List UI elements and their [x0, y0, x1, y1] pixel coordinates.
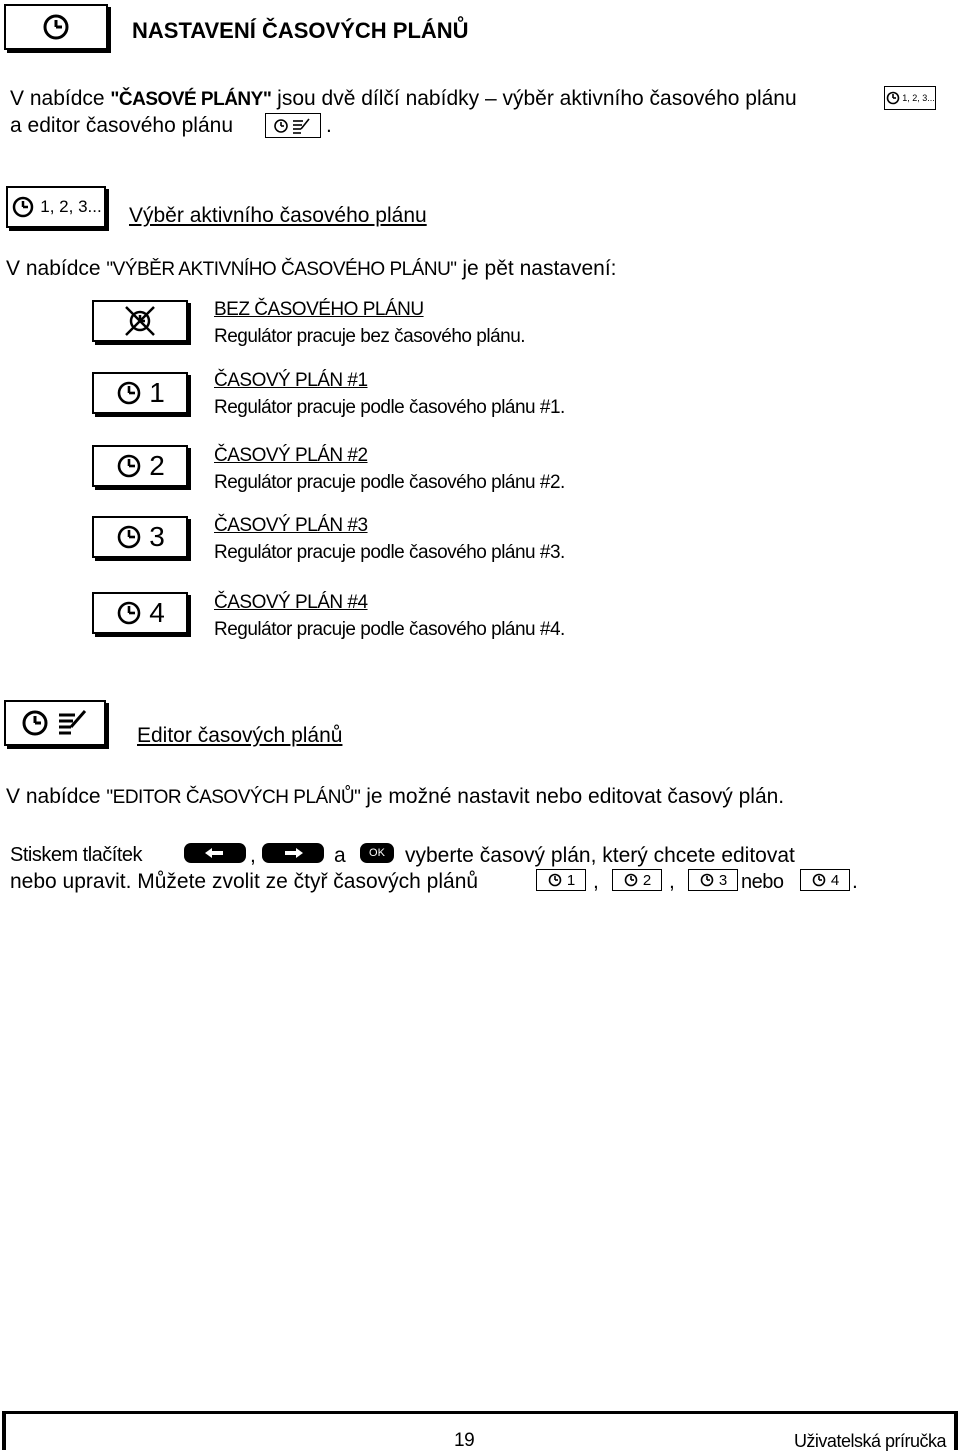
- clock-edit-icon: [271, 117, 315, 135]
- plan-1-small-icon: [536, 869, 586, 891]
- header-clock-icon-box: [4, 4, 108, 50]
- footer-left-edge: [2, 1414, 6, 1450]
- intro-text-2: jsou dvě dílčí nabídky – výběr aktivního časového plánu: [271, 87, 797, 110]
- footer-doc-title: Uživatelská príručka: [793, 1431, 946, 1451]
- page-number: 19: [454, 1430, 475, 1451]
- option-desc: Regulátor pracuje podle časového plánu #4.: [214, 619, 565, 640]
- right-arrow-button: [262, 843, 324, 863]
- section-editor-heading: Editor časových plánů: [137, 724, 343, 747]
- clock-icon: [38, 12, 74, 42]
- no-schedule-icon: [120, 304, 160, 338]
- section-editor-intro: [6, 785, 784, 809]
- clock-icon: [115, 599, 143, 627]
- sentence-end: .: [852, 870, 858, 893]
- section-select-intro: [6, 257, 617, 281]
- editor-icon-box: [4, 700, 106, 746]
- select-plan-icon-box: [6, 186, 106, 228]
- footer-right-edge: [954, 1414, 958, 1450]
- clock-icon: [885, 90, 901, 106]
- clock-icon: [115, 379, 143, 407]
- editor-p2-comma: ,: [250, 844, 256, 867]
- intro-line-1: [10, 87, 797, 111]
- option-title: ČASOVÝ PLÁN #2: [214, 445, 368, 466]
- plan-number: 2: [149, 450, 165, 481]
- plan-3-small-icon: [688, 869, 738, 891]
- plan-number: 3: [149, 521, 165, 552]
- intro-menu-name: "EDITOR ČASOVÝCH PLÁNŮ": [106, 787, 361, 808]
- intro-menu-name: "ČASOVÉ PLÁNY": [110, 89, 272, 110]
- clock-icon: [811, 872, 827, 888]
- comma: ,: [669, 870, 675, 893]
- option-icon-plan-3: [92, 516, 188, 558]
- plan-number: 4: [149, 597, 165, 628]
- intro-line-2: a editor časového plánu: [10, 114, 233, 137]
- clock-icon: [699, 872, 715, 888]
- left-arrow-button: [184, 843, 246, 863]
- clock-icon: [10, 194, 36, 220]
- intro-text-2: je pět nastavení:: [456, 257, 617, 280]
- right-arrow-icon: [283, 848, 303, 858]
- clock-icon: [623, 872, 639, 888]
- option-icon-no-plan: [92, 300, 188, 342]
- plan-2-small-icon: [612, 869, 662, 891]
- intro-period: .: [326, 114, 332, 137]
- intro-text: V nabídce: [10, 87, 111, 110]
- editor-p2-start: Stiskem tlačítek: [10, 844, 143, 866]
- option-desc: Regulátor pracuje podle časového plánu #3.: [214, 542, 565, 563]
- intro-text: V nabídce: [6, 257, 107, 280]
- plan-number: 1: [566, 871, 576, 889]
- clock-edit-icon: [15, 707, 95, 739]
- option-desc: Regulátor pracuje bez časového plánu.: [214, 326, 526, 347]
- section-select-heading: Výběr aktivního časového plánu: [129, 204, 427, 227]
- option-title: ČASOVÝ PLÁN #1: [214, 370, 368, 391]
- plan-4-small-icon: [800, 869, 850, 891]
- comma: ,: [593, 870, 599, 893]
- option-icon-plan-1: [92, 372, 188, 414]
- plan-number: 4: [830, 871, 840, 889]
- clock-icon: [115, 452, 143, 480]
- clock-icon: [547, 872, 563, 888]
- plan-number: 1: [149, 377, 165, 408]
- left-arrow-icon: [205, 848, 225, 858]
- clock-icon: [115, 523, 143, 551]
- option-title: ČASOVÝ PLÁN #3: [214, 515, 368, 536]
- page-title: NASTAVENÍ ČASOVÝCH PLÁNŮ: [132, 18, 469, 43]
- option-icon-plan-4: [92, 592, 188, 634]
- select-plan-small-icon: [884, 86, 936, 110]
- select-icon-label: 1, 2, 3...: [902, 93, 935, 103]
- ok-button-label: OK: [369, 847, 385, 859]
- plan-number: 2: [642, 871, 652, 889]
- select-plan-icon-label: 1, 2, 3...: [40, 197, 102, 216]
- editor-p2-rest: vyberte časový plán, který chcete editovat: [405, 844, 795, 867]
- option-title: BEZ ČASOVÉHO PLÁNU: [214, 299, 424, 320]
- intro-menu-name: "VÝBĚR AKTIVNÍHO ČASOVÉHO PLÁNU": [106, 259, 457, 280]
- option-desc: Regulátor pracuje podle časového plánu #2.: [214, 472, 565, 493]
- editor-small-icon: [265, 113, 321, 138]
- intro-text-2: je možné nastavit nebo editovat časový plán.: [360, 785, 785, 808]
- editor-p2-line2: nebo upravit. Můžete zvolit ze čtyř časových plánů: [10, 870, 479, 893]
- option-icon-plan-2: [92, 445, 188, 487]
- intro-text: V nabídce: [6, 785, 107, 808]
- editor-p2-and: a: [334, 844, 346, 867]
- nebo-text: nebo: [741, 871, 784, 893]
- option-desc: Regulátor pracuje podle časového plánu #1.: [214, 397, 565, 418]
- ok-button: [360, 843, 394, 863]
- option-title: ČASOVÝ PLÁN #4: [214, 592, 368, 613]
- footer-divider: [2, 1411, 958, 1414]
- plan-number: 3: [718, 871, 728, 889]
